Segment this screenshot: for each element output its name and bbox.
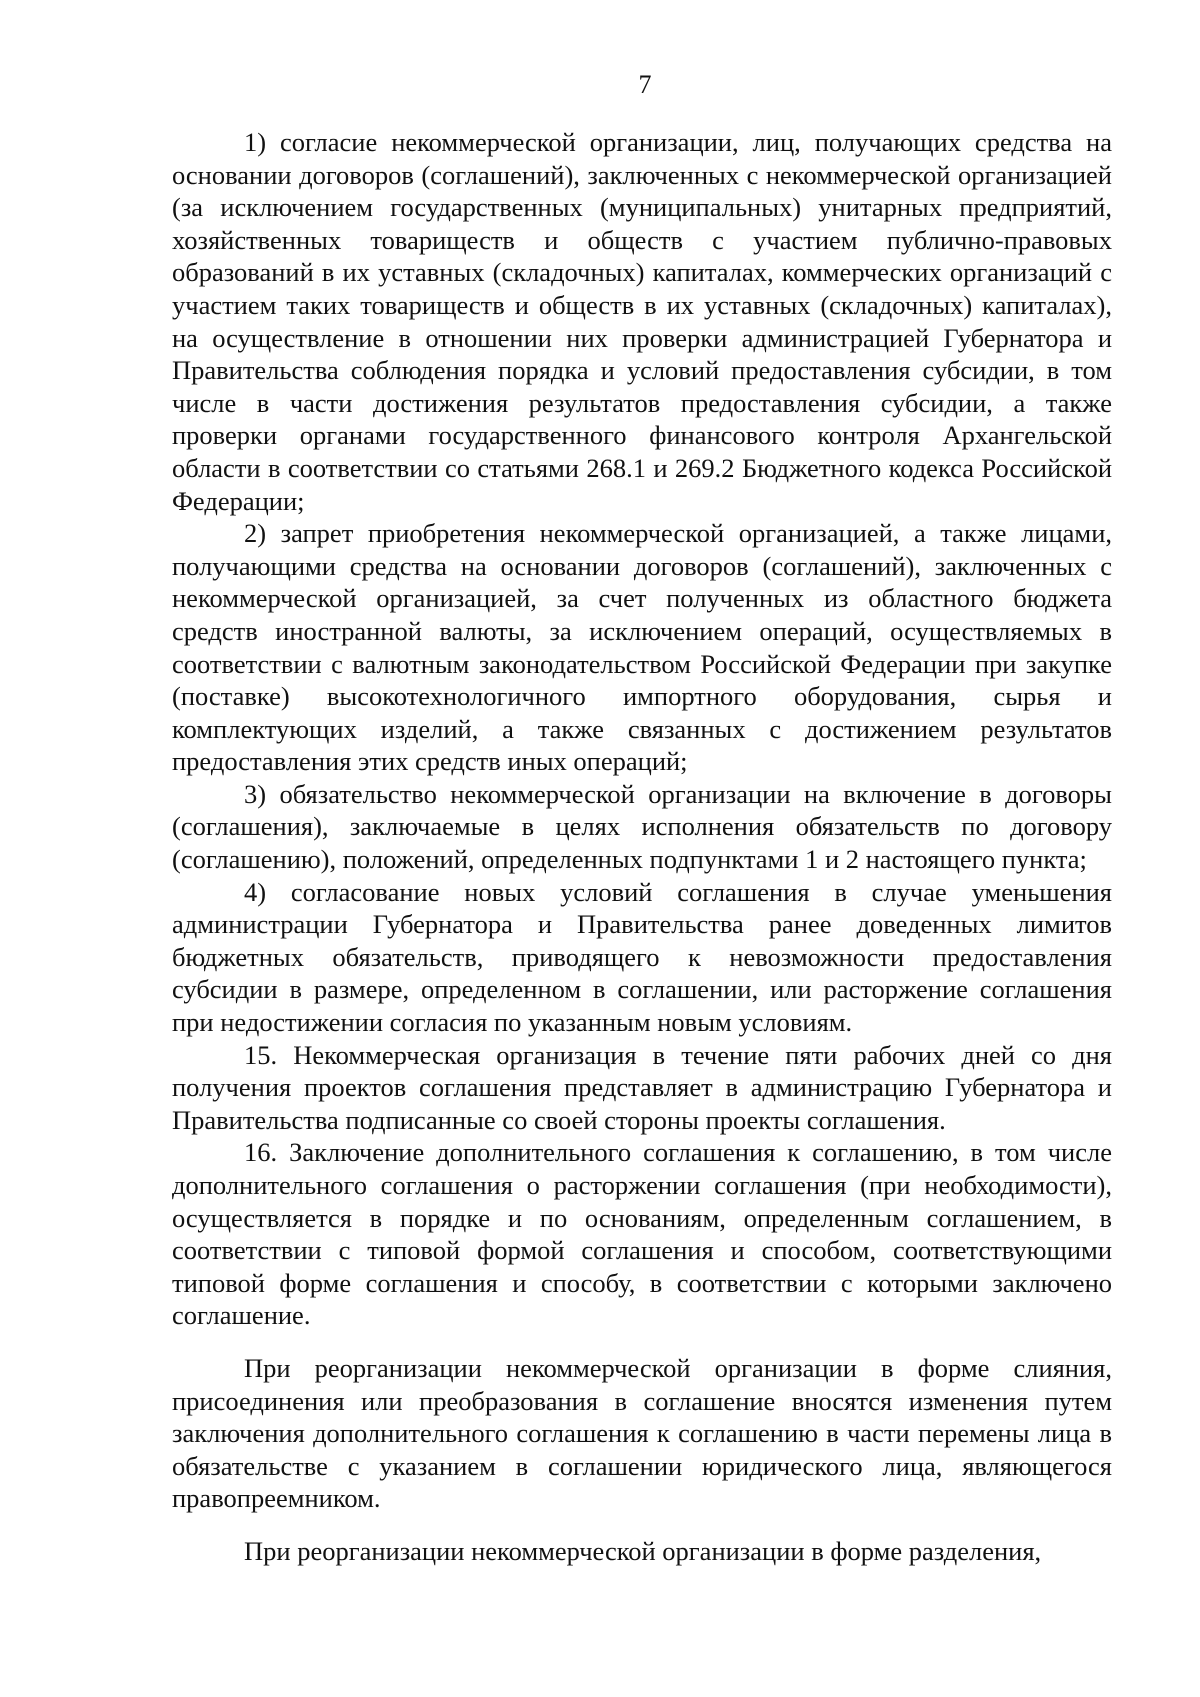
document-body <box>172 126 1112 1568</box>
paragraph-reorganization-merger: При реорганизации некоммерческой организации в форме слияния, присоединения или преобразования в соглашение вносятся изменения путем заключения дополнительного соглашения к соглашению в части перемены лица в обязательстве с указанием в соглашении юридического лица, являющегося правопреемником. <box>172 1352 1112 1514</box>
paragraph-consent-to-audits: 1) согласие некоммерческой организации, лиц, получающих средства на основании договоров (соглашений), заключенных с некоммерческой организацией (за исключением государственных (муниципальных) унитарных предприятий, хозяйственных товариществ и обществ с участием публично-правовых образований в их уставных (складочных) капиталах, коммерческих организаций с участием таких товариществ и обществ в их уставных (складочных) капиталах), на осуществление в отношении них проверки администрацией Губернатора и Правительства соблюдения порядка и условий предоставления субсидии, в том числе в части достижения результатов предоставления субсидии, а также проверки органами государственного финансового контроля Архангельской области в соответствии со статьями 268.1 и 269.2 Бюджетного кодекса Российской Федерации; <box>172 127 1112 516</box>
paragraph-contract-inclusion-obligation: 3) обязательство некоммерческой организации на включение в договоры (соглашения), заключаемые в целях исполнения обязательств по договору (соглашению), положений, определенных подпунктами 1 и 2 настоящего пункта; <box>172 778 1112 875</box>
paragraph-reorganization-division: При реорганизации некоммерческой организации в форме разделения, <box>244 1535 1042 1566</box>
paragraph-new-conditions-agreement: 4) согласование новых условий соглашения в случае уменьшения администрации Губернатора и Правительства ранее доведенных лимитов бюджетных обязательств, приводящего к невозможности предоставления субсидии в размере, определенном в соглашении, или расторжение соглашения при недостижении согласия по указанным новым условиям. <box>172 876 1112 1038</box>
page-number: 7 <box>638 70 652 99</box>
paragraph-15-signed-drafts: 15. Некоммерческая организация в течение пяти рабочих дней со дня получения проектов соглашения представляет в администрацию Губернатора и Правительства подписанные со своей стороны проекты соглашения. <box>172 1039 1112 1135</box>
paragraph-foreign-currency-ban: 2) запрет приобретения некоммерческой организацией, а также лицами, получающими средства на основании договоров (соглашений), заключенных с некоммерческой организацией, за счет полученных из областного бюджета средств иностранной валюты, за исключением операций, осуществляемых в соответствии с валютным законодательством Российской Федерации при закупке (поставке) высокотехнологичного импортного оборудования, сырья и комплектующих изделий, а также связанных с достижением результатов предоставления этих средств иных операций; <box>172 518 1112 777</box>
paragraph-16-additional-agreement: 16. Заключение дополнительного соглашения к соглашению, в том числе дополнительного соглашения о расторжении соглашения (при необходимости), осуществляется в порядке и по основаниям, определенным соглашением, в соответствии с типовой формой соглашения и способом, соответствующими типовой форме соглашения и способу, в соответствии с которыми заключено соглашение. <box>172 1137 1112 1331</box>
